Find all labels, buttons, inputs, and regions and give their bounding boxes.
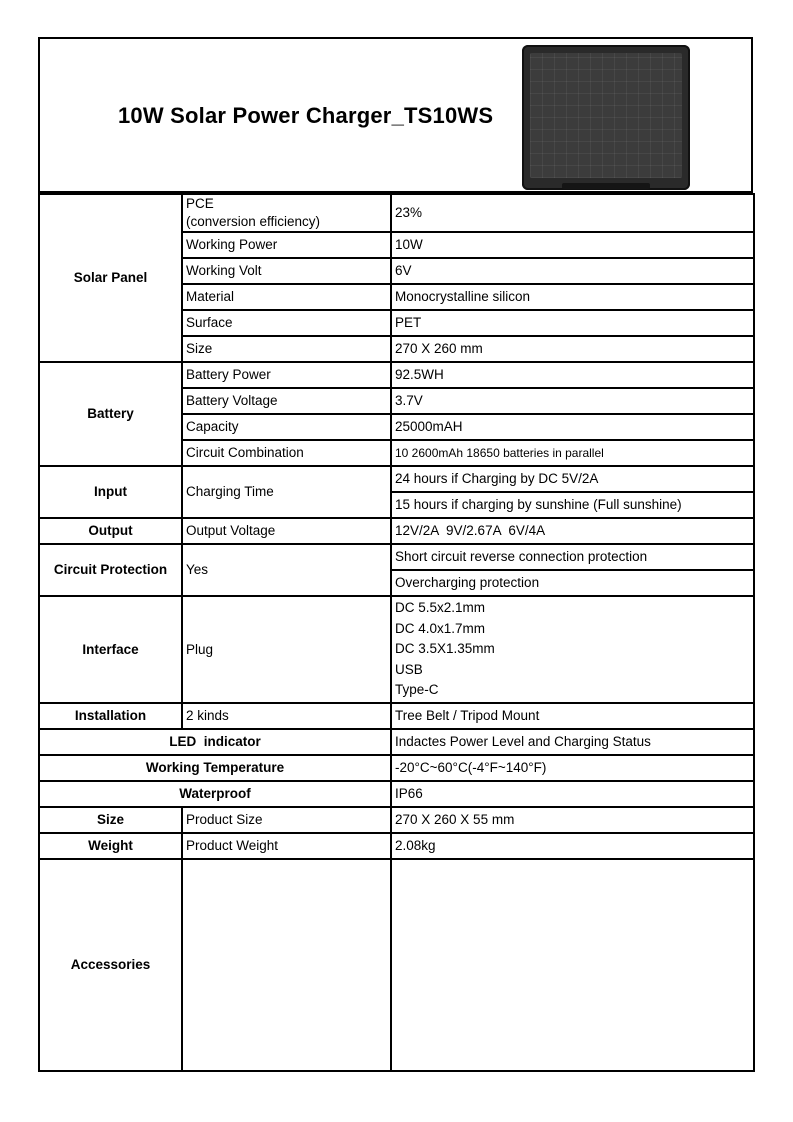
led-indicator-label: LED indicator <box>39 729 391 755</box>
size-label: Size <box>39 807 182 833</box>
short-circuit-protection: Short circuit reverse connection protection <box>391 544 754 570</box>
capacity-value: 25000mAH <box>391 414 754 440</box>
plug-label: Plug <box>182 596 391 703</box>
interface-label: Interface <box>39 596 182 703</box>
battery-power-label: Battery Power <box>182 362 391 388</box>
material-value: Monocrystalline silicon <box>391 284 754 310</box>
circuit-combination-value: 10 2600mAh 18650 batteries in parallel <box>391 440 754 466</box>
table-row <box>39 362 754 388</box>
product-size-value: 270 X 260 X 55 mm <box>391 807 754 833</box>
pce-label-line: PCE <box>186 196 214 211</box>
battery-voltage-label: Battery Voltage <box>182 388 391 414</box>
table-row <box>39 466 754 492</box>
charging-time-label: Charging Time <box>182 466 391 518</box>
output-label: Output <box>39 518 182 544</box>
panel-size-value: 270 X 260 mm <box>391 336 754 362</box>
waterproof-value: IP66 <box>391 781 754 807</box>
output-voltage-value: 12V/2A 9V/2.67A 6V/4A <box>391 518 754 544</box>
battery-power-value: 92.5WH <box>391 362 754 388</box>
charging-time-sun: 15 hours if charging by sunshine (Full sunshine) <box>391 492 754 518</box>
table-row <box>39 729 754 755</box>
plug-value: DC 4.0x1.7mm <box>395 620 486 636</box>
surface-label: Surface <box>182 310 391 336</box>
overcharging-protection: Overcharging protection <box>391 570 754 596</box>
input-label: Input <box>39 466 182 518</box>
circuit-protection-yes: Yes <box>182 544 391 596</box>
table-row <box>39 544 754 570</box>
spec-table <box>38 193 755 1072</box>
plug-value: USB <box>395 661 423 677</box>
installation-label: Installation <box>39 703 182 729</box>
table-row <box>39 703 754 729</box>
accessories-value <box>391 859 754 1071</box>
product-weight-value: 2.08kg <box>391 833 754 859</box>
working-power-label: Working Power <box>182 232 391 258</box>
table-row <box>39 807 754 833</box>
plug-value: DC 5.5x2.1mm <box>395 600 486 616</box>
output-voltage-label: Output Voltage <box>182 518 391 544</box>
battery-voltage-value: 3.7V <box>391 388 754 414</box>
accessories-label: Accessories <box>39 859 182 1071</box>
pce-label-line: (conversion efficiency) <box>186 214 321 229</box>
working-volt-value: 6V <box>391 258 754 284</box>
table-row <box>39 755 754 781</box>
circuit-combination-label: Circuit Combination <box>182 440 391 466</box>
table-row <box>39 859 754 1071</box>
table-row <box>39 518 754 544</box>
circuit-protection-label: Circuit Protection <box>39 544 182 596</box>
plug-value: Type-C <box>395 682 439 698</box>
table-row <box>39 194 754 232</box>
header-box <box>38 37 753 193</box>
table-row <box>39 833 754 859</box>
capacity-label: Capacity <box>182 414 391 440</box>
product-size-label: Product Size <box>182 807 391 833</box>
accessories-detail <box>182 859 391 1071</box>
solar-cells <box>530 53 682 178</box>
panel-frame-foot <box>562 183 650 189</box>
working-temperature-value: -20°C~60°C(-4°F~140°F) <box>391 755 754 781</box>
led-indicator-value: Indactes Power Level and Charging Status <box>391 729 754 755</box>
panel-size-label: Size <box>182 336 391 362</box>
installation-value: Tree Belt / Tripod Mount <box>391 703 754 729</box>
working-temperature-label: Working Temperature <box>39 755 391 781</box>
charging-time-dc: 24 hours if Charging by DC 5V/2A <box>391 466 754 492</box>
product-weight-label: Product Weight <box>182 833 391 859</box>
solar-panel-image <box>522 45 690 190</box>
installation-kinds: 2 kinds <box>182 703 391 729</box>
solar-panel-label: Solar Panel <box>39 194 182 362</box>
waterproof-label: Waterproof <box>39 781 391 807</box>
plug-values <box>391 596 754 703</box>
plug-value: DC 3.5X1.35mm <box>395 641 495 657</box>
surface-value: PET <box>391 310 754 336</box>
table-row <box>39 781 754 807</box>
pce-label <box>182 194 391 232</box>
weight-label: Weight <box>39 833 182 859</box>
pce-value: 23% <box>391 194 754 232</box>
spec-sheet <box>38 37 753 1068</box>
product-title: 10W Solar Power Charger_TS10WS <box>118 103 494 128</box>
material-label: Material <box>182 284 391 310</box>
table-row <box>39 596 754 703</box>
battery-label: Battery <box>39 362 182 466</box>
working-power-value: 10W <box>391 232 754 258</box>
working-volt-label: Working Volt <box>182 258 391 284</box>
